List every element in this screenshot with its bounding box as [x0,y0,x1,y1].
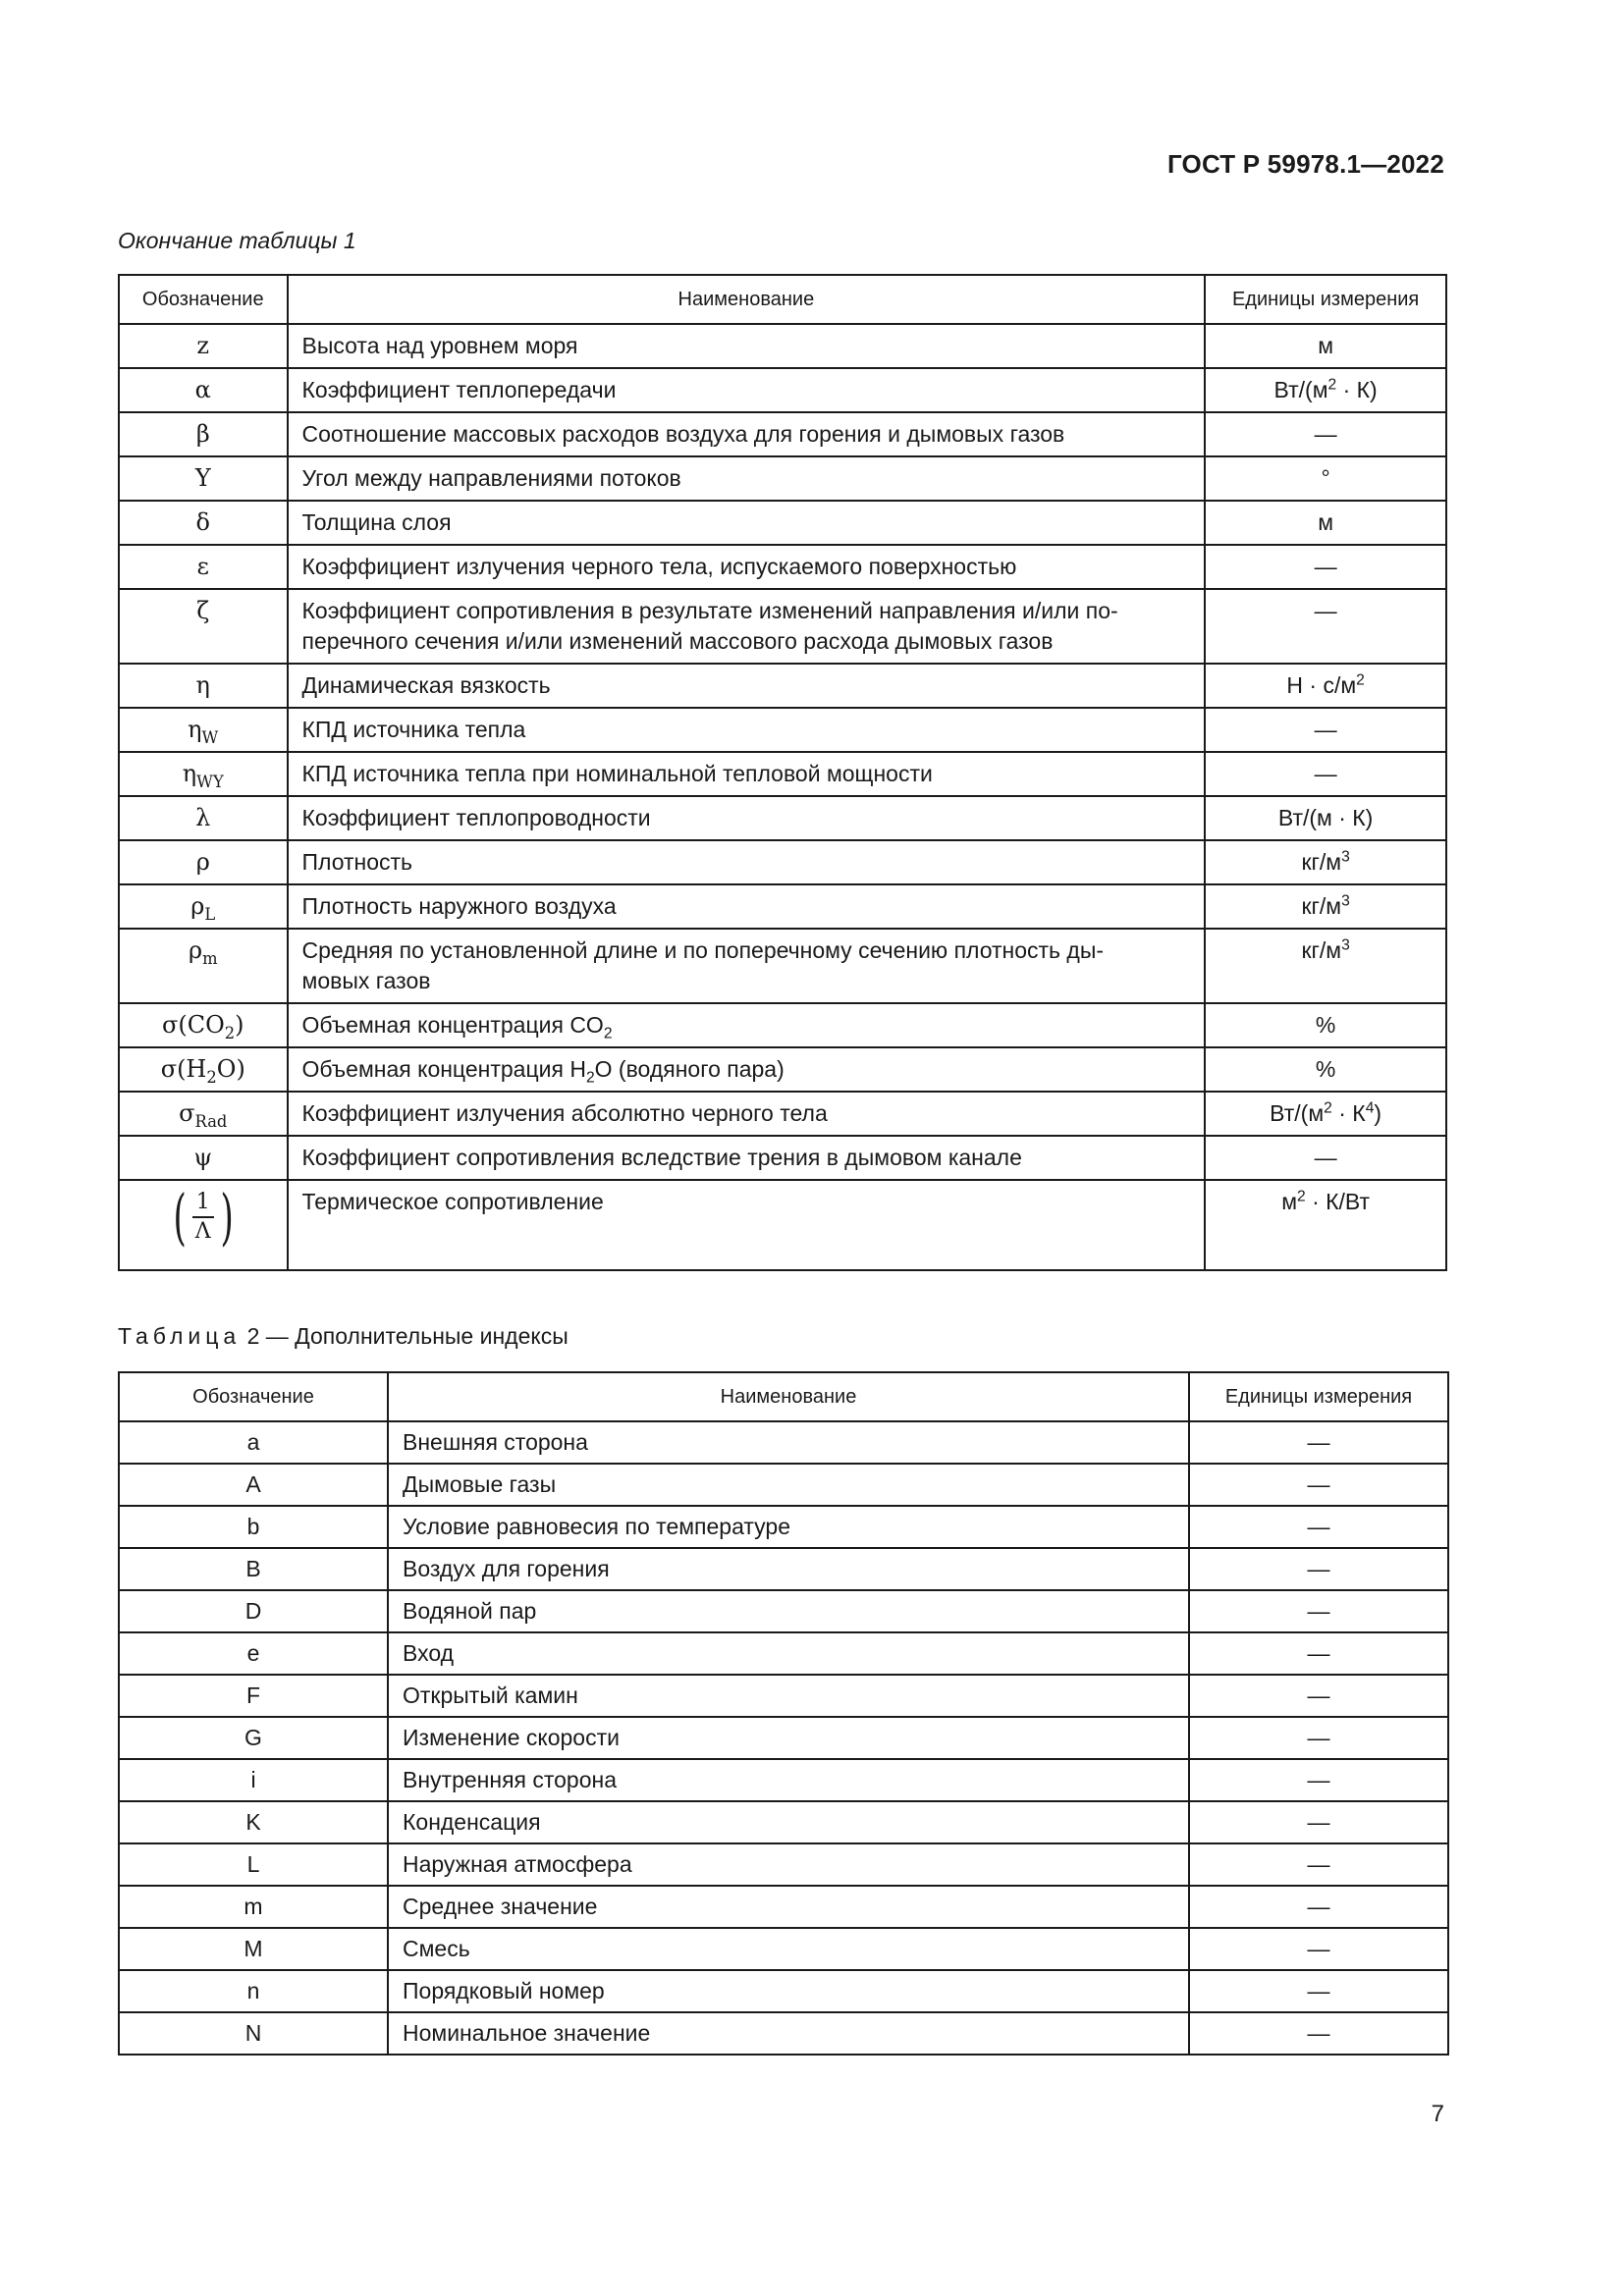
unit-cell: $Вт/(м^2 \cdot К)$ [1205,368,1446,412]
name-cell: Воздух для горения [388,1548,1189,1590]
table-row [119,796,1446,840]
name-cell: Плотность наружного воздуха [288,884,1206,929]
unit-cell: — [1189,1675,1448,1717]
symbol-cell: η [119,664,288,708]
table-row [119,840,1446,884]
unit-cell: — [1205,752,1446,796]
column-header-unit: Единицы измерения [1205,275,1446,324]
symbol-cell: b [119,1506,388,1548]
symbol-cell: ψ [119,1136,288,1180]
table-header-row [119,1372,1448,1421]
name-cell: Коэффициент теплопередачи [288,368,1206,412]
name-cell: Коэффициент сопротивления вследствие трения в дымовом канале [288,1136,1206,1180]
table2-caption: Таблица 2 — Дополнительные индексы [118,1323,568,1349]
table-header-row [119,275,1446,324]
table-row [119,324,1446,368]
symbol-cell: $\rho_m$ [119,929,288,1003]
name-cell: Толщина слоя [288,501,1206,545]
name-cell: Соотношение массовых расходов воздуха для горения и дымовых газов [288,412,1206,456]
table-row [119,708,1446,752]
symbol-cell: α [119,368,288,412]
unit-cell: — [1189,1928,1448,1970]
symbol-cell: $\sigma(H_2O)$ [119,1047,288,1092]
unit-cell: — [1189,2012,1448,2055]
symbol-cell: Υ [119,456,288,501]
symbol-cell: N [119,2012,388,2055]
symbol-cell: e [119,1632,388,1675]
page-number: 7 [1431,2101,1444,2127]
table-row [119,664,1446,708]
fraction-symbol: ( $\frac{1}{\Lambda}$ ) [173,1181,234,1253]
name-cell: Объемная концентрация $CO_2$ [288,1003,1206,1047]
name-cell: Плотность [288,840,1206,884]
table-row [119,1136,1446,1180]
name-cell: Открытый камин [388,1675,1189,1717]
name-cell: Высота над уровнем моря [288,324,1206,368]
name-cell: Термическое сопротивление [288,1180,1206,1270]
name-cell: Наружная атмосфера [388,1843,1189,1886]
unit-cell: — [1205,412,1446,456]
symbol-cell: $\sigma_{Rad}$ [119,1092,288,1136]
table-row [119,884,1446,929]
unit-cell: $кг/м^3$ [1205,884,1446,929]
name-cell: Коэффициент сопротивления в результате изменений направления и/или по- перечного сечения и/или изменений массового расхода дымовых газов [288,589,1206,664]
table-row [119,1092,1446,1136]
unit-cell: — [1189,1548,1448,1590]
table-row [119,1047,1446,1092]
symbol-cell: i [119,1759,388,1801]
symbol-cell: δ [119,501,288,545]
table-row [119,1421,1448,1464]
unit-cell: — [1189,1421,1448,1464]
symbol-cell: $\eta_W$ [119,708,288,752]
name-cell: Угол между направлениями потоков [288,456,1206,501]
unit-cell: Вт/(м · К) [1205,796,1446,840]
table-row [119,1003,1446,1047]
unit-cell: — [1189,1843,1448,1886]
symbol-cell: B [119,1548,388,1590]
unit-cell: м [1205,501,1446,545]
name-cell: КПД источника тепла [288,708,1206,752]
table-row [119,1464,1448,1506]
column-header-symbol: Обозначение [119,275,288,324]
symbol-cell: λ [119,796,288,840]
symbol-cell: β [119,412,288,456]
table-row [119,1675,1448,1717]
table-row [119,1506,1448,1548]
symbol-cell: D [119,1590,388,1632]
unit-cell: — [1205,1136,1446,1180]
name-cell: Средняя по установленной длине и по поперечному сечению плотность ды- мовых газов [288,929,1206,1003]
document-id: ГОСТ Р 59978.1—2022 [1166,149,1444,179]
symbol-cell: $\sigma(CO_2)$ [119,1003,288,1047]
unit-cell: $кг/м^3$ [1205,929,1446,1003]
table-row [119,1548,1448,1590]
name-cell: КПД источника тепла при номинальной тепловой мощности [288,752,1206,796]
unit-cell: $м^2 \cdot К/Вт$ [1205,1180,1446,1270]
unit-cell: — [1205,589,1446,664]
symbol-cell: n [119,1970,388,2012]
column-header-name: Наименование [288,275,1206,324]
name-cell: Среднее значение [388,1886,1189,1928]
table-row [119,412,1446,456]
table-row [119,2012,1448,2055]
unit-cell: $Н \cdot с/м^2$ [1205,664,1446,708]
name-cell: Конденсация [388,1801,1189,1843]
table-row [119,368,1446,412]
unit-cell: — [1189,1717,1448,1759]
table-row [119,1843,1448,1886]
unit-cell: % [1205,1003,1446,1047]
unit-cell: — [1189,1970,1448,2012]
unit-cell: — [1189,1506,1448,1548]
unit-cell: — [1189,1632,1448,1675]
name-cell: Динамическая вязкость [288,664,1206,708]
unit-cell: — [1189,1801,1448,1843]
symbol-cell: K [119,1801,388,1843]
table-row [119,589,1446,664]
column-header-unit: Единицы измерения [1189,1372,1448,1421]
symbol-cell: A [119,1464,388,1506]
name-cell: Водяной пар [388,1590,1189,1632]
symbol-cell: z [119,324,288,368]
name-cell: Коэффициент излучения абсолютно черного тела [288,1092,1206,1136]
symbol-cell: $\eta_{WY}$ [119,752,288,796]
name-cell: Номинальное значение [388,2012,1189,2055]
unit-cell: — [1189,1759,1448,1801]
unit-cell: $Вт/(м^2 \cdot К^4)$ [1205,1092,1446,1136]
table-row [119,1590,1448,1632]
column-header-symbol: Обозначение [119,1372,388,1421]
symbol-cell: $\rho_L$ [119,884,288,929]
table1-caption: Окончание таблицы 1 [118,228,356,253]
symbol-cell: F [119,1675,388,1717]
unit-cell: м [1205,324,1446,368]
table-row [119,929,1446,1003]
name-cell: Условие равновесия по температуре [388,1506,1189,1548]
name-cell: Дымовые газы [388,1464,1189,1506]
table-row [119,545,1446,589]
name-cell: Объемная концентрация $H_2O$ (водяного пара) [288,1047,1206,1092]
table-row [119,1801,1448,1843]
table-row [119,501,1446,545]
symbol-cell: ρ [119,840,288,884]
table-row [119,1717,1448,1759]
unit-cell: — [1189,1464,1448,1506]
symbol-cell: L [119,1843,388,1886]
symbol-cell: G [119,1717,388,1759]
table-row [119,1886,1448,1928]
table-row [119,1970,1448,2012]
table-row [119,1928,1448,1970]
table-row [119,1759,1448,1801]
name-cell: Внутренняя сторона [388,1759,1189,1801]
unit-cell: — [1205,545,1446,589]
symbol-cell: ε [119,545,288,589]
symbol-cell: ζ [119,589,288,664]
table-2 [118,1371,1449,2056]
symbol-cell: a [119,1421,388,1464]
name-cell: Смесь [388,1928,1189,1970]
table-row [119,456,1446,501]
name-cell: Внешняя сторона [388,1421,1189,1464]
name-cell: Порядковый номер [388,1970,1189,2012]
unit-cell: % [1205,1047,1446,1092]
unit-cell: — [1189,1886,1448,1928]
symbol-cell [119,1180,288,1270]
symbol-cell: M [119,1928,388,1970]
name-cell: Коэффициент излучения черного тела, испускаемого поверхностью [288,545,1206,589]
symbol-cell: m [119,1886,388,1928]
name-cell: Коэффициент теплопроводности [288,796,1206,840]
column-header-name: Наименование [388,1372,1189,1421]
table-row [119,1632,1448,1675]
name-cell: Вход [388,1632,1189,1675]
unit-cell: — [1205,708,1446,752]
name-cell: Изменение скорости [388,1717,1189,1759]
table-row [119,752,1446,796]
table-row [119,1180,1446,1270]
unit-cell: $кг/м^3$ [1205,840,1446,884]
unit-cell: ° [1205,456,1446,501]
unit-cell: — [1189,1590,1448,1632]
table-1 [118,274,1447,1271]
